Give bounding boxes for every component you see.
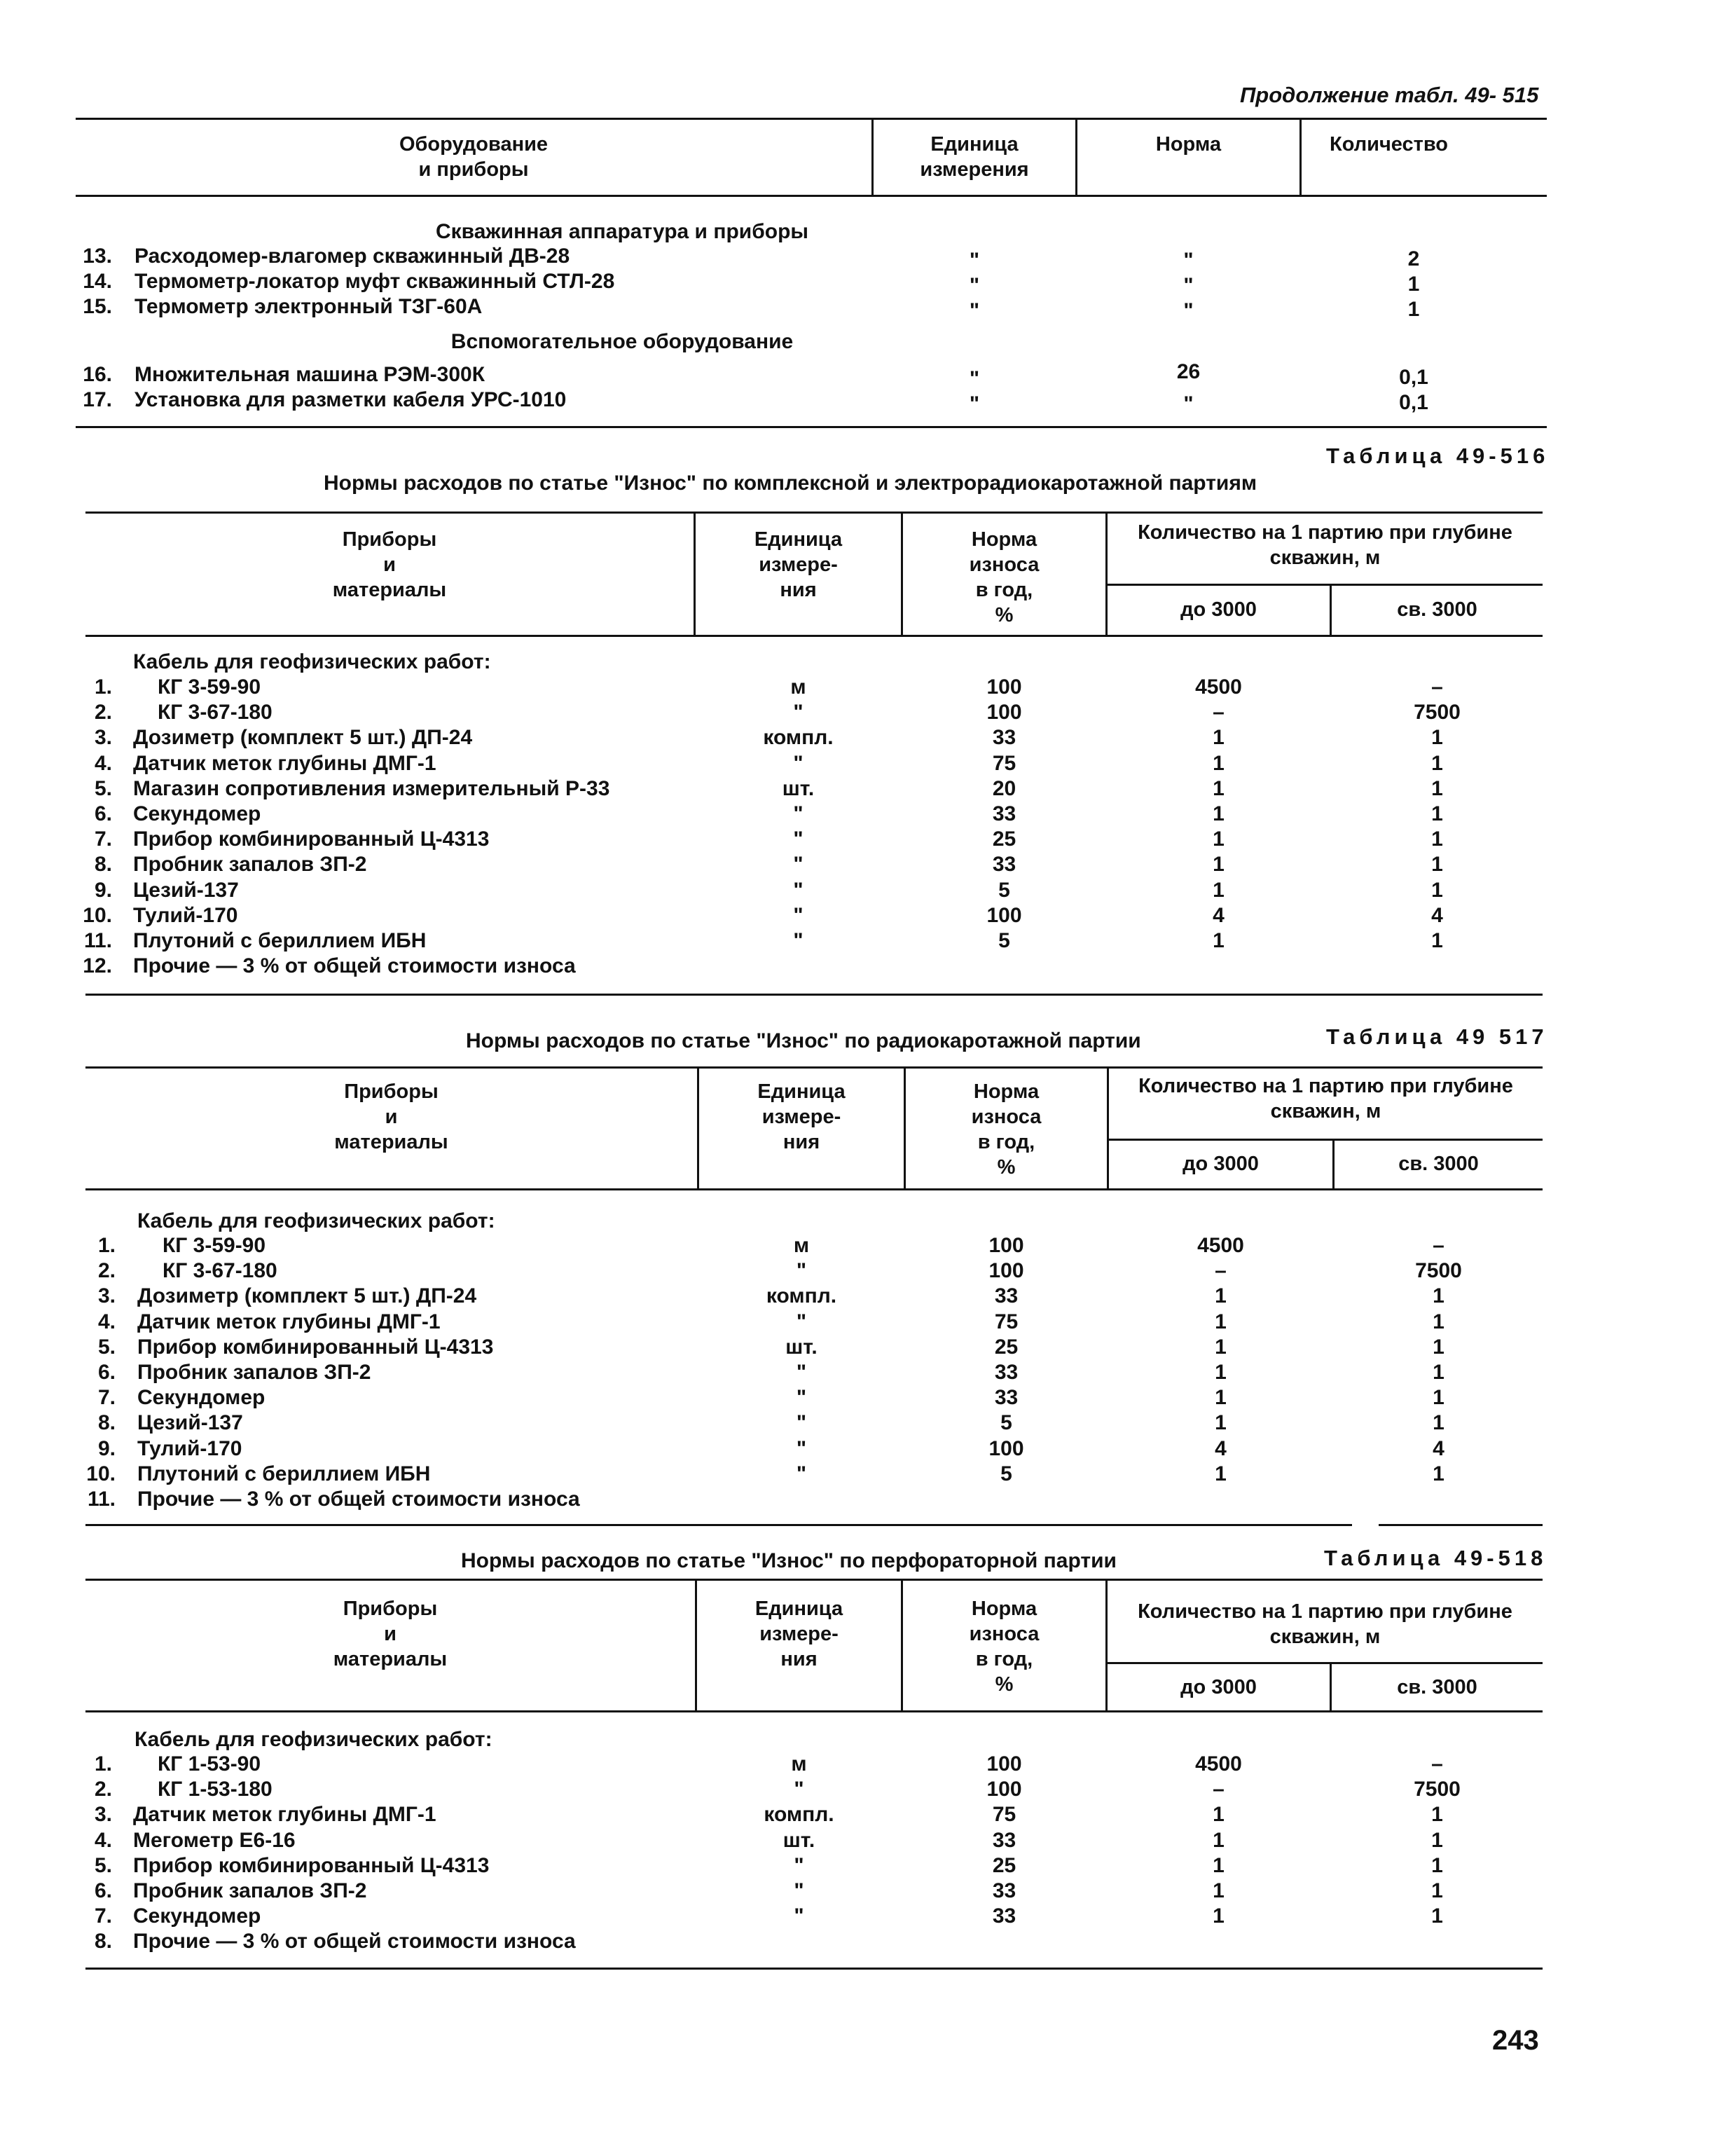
row-unit: " — [793, 904, 804, 927]
row-number: 7. — [94, 828, 112, 851]
row-number: 4. — [94, 1829, 112, 1852]
row-unit: " — [794, 1854, 804, 1877]
table-row — [0, 387, 1710, 416]
row-qty-to-3000: – — [1213, 1778, 1225, 1801]
row-norm: 33 — [994, 1386, 1019, 1409]
row-qty-to-3000: 1 — [1213, 752, 1225, 775]
row-name: Пробник запалов ЗП-2 — [133, 853, 367, 876]
table-caption: Нормы расходов по статье "Износ" по перфораторной партии — [461, 1549, 1117, 1572]
row-name: Секундомер — [133, 1904, 261, 1928]
header-items: Приборы и материалы — [334, 1080, 448, 1153]
row-qty-to-3000: 4500 — [1195, 1752, 1242, 1776]
table-caption: Нормы расходов по статье "Износ" по комплексной и электрорадиокаротажной партиям — [324, 472, 1257, 495]
row-unit: " — [969, 274, 980, 297]
row-qty-over-3000: 1 — [1431, 929, 1443, 952]
row-norm: 75 — [992, 752, 1016, 775]
row-qty-over-3000: 1 — [1431, 1879, 1443, 1902]
row-name: Секундомер — [137, 1386, 266, 1409]
row-unit: " — [794, 1904, 804, 1928]
table-row — [0, 1284, 1710, 1309]
row-qty-over-3000: – — [1431, 675, 1443, 699]
row-qty-over-3000: 1 — [1433, 1386, 1444, 1409]
row-number: 1. — [94, 1752, 112, 1776]
table-row — [0, 725, 1710, 750]
row-name: Прочие — 3 % от общей стоимости износа — [133, 954, 576, 977]
row-qty-over-3000: 1 — [1431, 828, 1443, 851]
row-number: 6. — [94, 802, 112, 825]
table-row — [0, 1462, 1710, 1487]
row-norm: 33 — [994, 1284, 1019, 1307]
row-qty-over-3000: 4 — [1433, 1437, 1444, 1460]
row-unit: " — [793, 929, 804, 952]
table-row — [0, 852, 1710, 877]
row-qty-to-3000: 1 — [1213, 726, 1225, 749]
row-unit: " — [793, 879, 804, 902]
row-name: КГ 3-59-90 — [163, 1234, 266, 1257]
table-row — [0, 700, 1710, 725]
row-qty-over-3000: 1 — [1431, 1904, 1443, 1928]
row-name: КГ 1-53-90 — [158, 1752, 261, 1776]
row-norm: 100 — [988, 1234, 1024, 1257]
row-qty-over-3000: 7500 — [1414, 701, 1461, 724]
row-qty: 0,1 — [1399, 391, 1428, 414]
row-unit: " — [969, 299, 980, 322]
row-unit: " — [796, 1361, 807, 1384]
row-qty: 0,1 — [1399, 366, 1428, 389]
table-row — [0, 1879, 1710, 1904]
row-name: КГ 3-67-180 — [163, 1259, 277, 1282]
row-unit: " — [969, 249, 980, 272]
row-qty-to-3000: 1 — [1215, 1361, 1227, 1384]
header-norm: Норма — [1155, 133, 1222, 156]
row-qty-over-3000: 1 — [1433, 1284, 1444, 1307]
row-qty-to-3000: 1 — [1215, 1386, 1227, 1409]
row-qty-to-3000: – — [1215, 1259, 1227, 1282]
header-unit: Единица измере- ния — [754, 528, 843, 601]
row-norm: 33 — [992, 1829, 1016, 1852]
row-unit: " — [969, 367, 980, 390]
row-norm: 100 — [986, 701, 1022, 724]
row-norm: 33 — [992, 726, 1016, 749]
header-q2: св. 3000 — [1397, 1676, 1477, 1698]
row-name: Расходомер-влагомер скважинный ДВ-28 — [135, 245, 570, 268]
row-qty-to-3000: 1 — [1213, 1829, 1225, 1852]
row-norm: 100 — [986, 675, 1022, 699]
row-unit: м — [791, 1752, 807, 1776]
row-unit: " — [793, 853, 804, 876]
row-unit: м — [793, 1234, 810, 1257]
row-qty-to-3000: 1 — [1213, 879, 1225, 902]
group-label: Кабель для геофизических работ: — [137, 1209, 495, 1233]
row-qty-over-3000: 7500 — [1414, 1778, 1461, 1801]
table-row — [0, 802, 1710, 827]
row-norm: 25 — [992, 828, 1016, 851]
row-norm: 20 — [992, 777, 1016, 800]
row-name: Прибор комбинированный Ц-4313 — [133, 828, 490, 851]
row-unit: " — [793, 701, 804, 724]
row-unit: шт. — [782, 1829, 815, 1852]
row-norm: 33 — [992, 802, 1016, 825]
table-row — [0, 751, 1710, 776]
row-qty-to-3000: 1 — [1215, 1336, 1227, 1359]
table-number: Таблица 49-518 — [1324, 1546, 1547, 1570]
row-number: 4. — [94, 752, 112, 775]
row-qty-to-3000: – — [1213, 701, 1225, 724]
row-number: 5. — [97, 1336, 116, 1359]
row-norm: 25 — [994, 1336, 1019, 1359]
row-number: 16. — [83, 363, 112, 386]
group-label: Кабель для геофизических работ: — [135, 1728, 492, 1751]
row-number: 3. — [94, 1803, 112, 1826]
table-row — [0, 1487, 1710, 1512]
row-qty-over-3000: 1 — [1433, 1310, 1444, 1333]
table-caption: Нормы расходов по статье "Износ" по радиокаротажной партии — [466, 1029, 1141, 1052]
row-qty-to-3000: 1 — [1215, 1284, 1227, 1307]
header-qty: Количество на 1 партию при глубине скважин, м — [1138, 1600, 1512, 1648]
row-norm: 100 — [988, 1437, 1024, 1460]
table-row — [0, 776, 1710, 802]
row-name: Датчик меток глубины ДМГ-1 — [133, 752, 436, 775]
row-norm: " — [1183, 299, 1194, 322]
row-norm: 100 — [986, 1778, 1022, 1801]
table-row — [0, 675, 1710, 700]
row-name: КГ 3-67-180 — [158, 701, 273, 724]
row-number: 5. — [94, 777, 112, 800]
row-qty-to-3000: 4500 — [1195, 675, 1242, 699]
row-number: 5. — [94, 1854, 112, 1877]
row-norm: 5 — [998, 929, 1010, 952]
header-unit: Единица измерения — [920, 133, 1029, 181]
row-number: 15. — [83, 295, 112, 318]
table-row — [0, 1310, 1710, 1335]
row-name: Магазин сопротивления измерительный Р-33 — [133, 777, 610, 800]
header-norm: Норма износа в год, % — [969, 528, 1040, 626]
table-row — [0, 1777, 1710, 1802]
table-row — [0, 1385, 1710, 1410]
row-name: Секундомер — [133, 802, 261, 825]
row-qty-over-3000: 1 — [1431, 802, 1443, 825]
table-row — [0, 1904, 1710, 1929]
row-name: Датчик меток глубины ДМГ-1 — [137, 1310, 441, 1333]
row-qty-over-3000: 1 — [1431, 1854, 1443, 1877]
row-name: Пробник запалов ЗП-2 — [137, 1361, 371, 1384]
row-norm: 100 — [988, 1259, 1024, 1282]
row-qty-to-3000: 1 — [1213, 853, 1225, 876]
row-number: 2. — [94, 701, 112, 724]
row-qty-to-3000: 1 — [1213, 1904, 1225, 1928]
row-qty-over-3000: 1 — [1431, 726, 1443, 749]
table-row — [0, 360, 1710, 390]
row-unit: " — [793, 802, 804, 825]
row-number: 11. — [83, 929, 112, 952]
row-norm: 5 — [998, 879, 1010, 902]
row-qty: 2 — [1407, 247, 1420, 270]
row-qty-over-3000: 4 — [1431, 904, 1443, 927]
row-qty-to-3000: 1 — [1213, 777, 1225, 800]
page-number: 243 — [1492, 2025, 1539, 2056]
row-norm: 75 — [992, 1803, 1016, 1826]
row-qty-over-3000: 7500 — [1415, 1259, 1462, 1282]
row-norm: " — [1183, 274, 1194, 297]
row-unit: " — [796, 1310, 807, 1333]
section-title: Скважинная аппаратура и приборы — [435, 220, 809, 243]
row-norm: 5 — [1000, 1462, 1012, 1485]
table-row — [0, 1828, 1710, 1853]
row-number: 10. — [83, 904, 112, 927]
table-row — [0, 1233, 1710, 1258]
row-qty-to-3000: 1 — [1213, 1854, 1225, 1877]
table-row — [0, 1853, 1710, 1879]
row-qty-over-3000: – — [1431, 1752, 1443, 1776]
row-unit: " — [796, 1462, 807, 1485]
row-name: Цезий-137 — [133, 879, 239, 902]
row-number: 3. — [97, 1284, 116, 1307]
row-number: 9. — [94, 879, 112, 902]
table-row — [0, 294, 1710, 320]
header-equipment: Оборудование и приборы — [399, 133, 549, 181]
row-number: 3. — [94, 726, 112, 749]
row-qty-over-3000: 1 — [1431, 1829, 1443, 1852]
row-name: Прочие — 3 % от общей стоимости износа — [133, 1930, 576, 1953]
header-q2: св. 3000 — [1398, 1153, 1479, 1175]
group-label: Кабель для геофизических работ: — [133, 650, 491, 673]
row-number: 10. — [86, 1462, 116, 1485]
row-qty-to-3000: 1 — [1213, 828, 1225, 851]
row-name: Прибор комбинированный Ц-4313 — [133, 1854, 490, 1877]
table-number: Таблица 49 517 — [1326, 1024, 1548, 1049]
table-row — [0, 928, 1710, 954]
header-q1: до 3000 — [1182, 1153, 1259, 1175]
row-name: КГ 1-53-180 — [158, 1778, 273, 1801]
row-number: 6. — [94, 1879, 112, 1902]
header-norm: Норма износа в год, % — [971, 1080, 1042, 1179]
row-qty-over-3000: 1 — [1431, 752, 1443, 775]
row-qty-over-3000: 1 — [1433, 1361, 1444, 1384]
row-norm: 33 — [992, 1879, 1016, 1902]
header-unit: Единица измере- ния — [754, 1598, 843, 1670]
row-number: 8. — [94, 1930, 112, 1953]
header-items: Приборы и материалы — [333, 1598, 448, 1670]
row-number: 17. — [83, 388, 112, 411]
section-title: Вспомогательное оборудование — [450, 330, 794, 353]
row-name: Датчик меток глубины ДМГ-1 — [133, 1803, 436, 1826]
row-qty-to-3000: 1 — [1215, 1411, 1227, 1434]
row-qty-over-3000: 1 — [1431, 777, 1443, 800]
row-name: Мегометр Е6-16 — [133, 1829, 296, 1852]
row-norm: 100 — [986, 1752, 1022, 1776]
row-name: Множительная машина РЭМ-300К — [135, 363, 485, 386]
row-number: 7. — [94, 1904, 112, 1928]
row-number: 1. — [94, 675, 112, 699]
row-number: 8. — [97, 1411, 116, 1434]
row-qty-to-3000: 4 — [1215, 1437, 1227, 1460]
row-name: Плутоний с бериллием ИБН — [137, 1462, 431, 1485]
row-unit: компл. — [763, 726, 834, 749]
row-norm: " — [1183, 249, 1194, 272]
row-qty-to-3000: 1 — [1213, 929, 1225, 952]
header-items: Приборы и материалы — [332, 528, 447, 601]
row-norm: 25 — [992, 1854, 1016, 1877]
row-qty-over-3000: 1 — [1431, 1803, 1443, 1826]
row-unit: шт. — [785, 1336, 818, 1359]
row-number: 6. — [97, 1361, 116, 1384]
row-unit: " — [794, 1778, 804, 1801]
row-qty-to-3000: 1 — [1213, 802, 1225, 825]
row-number: 2. — [94, 1778, 112, 1801]
continuation-label: Продолжение табл. 49- 515 — [1240, 83, 1539, 107]
row-qty-over-3000: 1 — [1431, 853, 1443, 876]
header-q2: св. 3000 — [1397, 598, 1477, 621]
row-unit: компл. — [764, 1803, 834, 1826]
header-qty: Количество на 1 партию при глубине скважин, м — [1138, 521, 1512, 569]
row-norm: 26 — [1176, 360, 1201, 383]
row-norm: 5 — [1000, 1411, 1012, 1434]
row-unit: " — [796, 1386, 807, 1409]
row-unit: " — [793, 752, 804, 775]
row-qty-over-3000: 1 — [1433, 1462, 1444, 1485]
row-unit: компл. — [766, 1284, 837, 1307]
row-unit: " — [796, 1437, 807, 1460]
row-qty-to-3000: 1 — [1215, 1310, 1227, 1333]
row-name: Установка для разметки кабеля УРС-1010 — [135, 388, 567, 411]
header-unit: Единица измере- ния — [757, 1080, 846, 1153]
row-number: 11. — [87, 1488, 116, 1511]
row-qty-to-3000: 4500 — [1197, 1234, 1244, 1257]
row-norm: 33 — [992, 1904, 1016, 1928]
row-name: Тулий-170 — [133, 904, 238, 927]
row-qty-to-3000: 1 — [1215, 1462, 1227, 1485]
row-name: Прибор комбинированный Ц-4313 — [137, 1336, 494, 1359]
row-unit: " — [794, 1879, 804, 1902]
row-qty-over-3000: 1 — [1433, 1411, 1444, 1434]
row-norm: 75 — [994, 1310, 1019, 1333]
row-qty: 1 — [1407, 273, 1420, 296]
row-qty-over-3000: – — [1433, 1234, 1444, 1257]
table-row — [0, 269, 1710, 297]
row-name: Плутоний с бериллием ИБН — [133, 929, 427, 952]
row-number: 13. — [83, 245, 112, 268]
row-number: 7. — [97, 1386, 116, 1409]
row-unit: " — [793, 828, 804, 851]
table-row — [0, 1802, 1710, 1827]
table-row — [0, 1410, 1710, 1436]
table-row — [0, 954, 1710, 979]
row-name: Тулий-170 — [137, 1437, 242, 1460]
table-row — [0, 1258, 1710, 1284]
row-norm: " — [1183, 392, 1194, 416]
header-norm: Норма износа в год, % — [969, 1598, 1040, 1696]
table-row — [0, 1335, 1710, 1360]
row-name: Термометр электронный ТЗГ-60А — [135, 295, 483, 318]
row-norm: 100 — [986, 904, 1022, 927]
row-qty-to-3000: 1 — [1213, 1879, 1225, 1902]
row-number: 8. — [94, 853, 112, 876]
header-qty: Количество на 1 партию при глубине скважин, м — [1138, 1075, 1513, 1122]
table-row — [0, 1436, 1710, 1462]
header-q1: до 3000 — [1180, 598, 1257, 621]
row-name: Дозиметр (комплект 5 шт.) ДП-24 — [137, 1284, 477, 1307]
table-row — [0, 827, 1710, 852]
table-row — [0, 1929, 1710, 1954]
header-q1: до 3000 — [1180, 1676, 1257, 1698]
table-row — [0, 1752, 1710, 1777]
row-qty-over-3000: 1 — [1433, 1336, 1444, 1359]
row-norm: 33 — [992, 853, 1016, 876]
table-number: Таблица 49-516 — [1326, 444, 1550, 468]
header-qty: Количество — [1330, 133, 1449, 156]
row-qty-to-3000: 4 — [1213, 904, 1225, 927]
row-unit: " — [969, 392, 980, 416]
row-name: Термометр-локатор муфт скважинный СТЛ-28 — [135, 270, 615, 293]
row-qty-to-3000: 1 — [1213, 1803, 1225, 1826]
row-name: Прочие — 3 % от общей стоимости износа — [137, 1488, 580, 1511]
row-number: 1. — [97, 1234, 116, 1257]
table-row — [0, 1360, 1710, 1385]
row-number: 4. — [97, 1310, 116, 1333]
row-name: Пробник запалов ЗП-2 — [133, 1879, 367, 1902]
row-number: 14. — [83, 270, 112, 293]
row-name: Дозиметр (комплект 5 шт.) ДП-24 — [133, 726, 473, 749]
row-name: КГ 3-59-90 — [158, 675, 261, 699]
row-name: Цезий-137 — [137, 1411, 243, 1434]
table-row — [0, 244, 1710, 272]
table-row — [0, 878, 1710, 903]
row-qty-over-3000: 1 — [1431, 879, 1443, 902]
row-unit: шт. — [782, 777, 815, 800]
row-unit: м — [790, 675, 806, 699]
row-number: 2. — [97, 1259, 116, 1282]
row-qty: 1 — [1407, 298, 1420, 321]
row-number: 12. — [83, 954, 112, 977]
row-unit: " — [796, 1259, 807, 1282]
row-unit: " — [796, 1411, 807, 1434]
table-row — [0, 903, 1710, 928]
row-norm: 33 — [994, 1361, 1019, 1384]
row-number: 9. — [97, 1437, 116, 1460]
